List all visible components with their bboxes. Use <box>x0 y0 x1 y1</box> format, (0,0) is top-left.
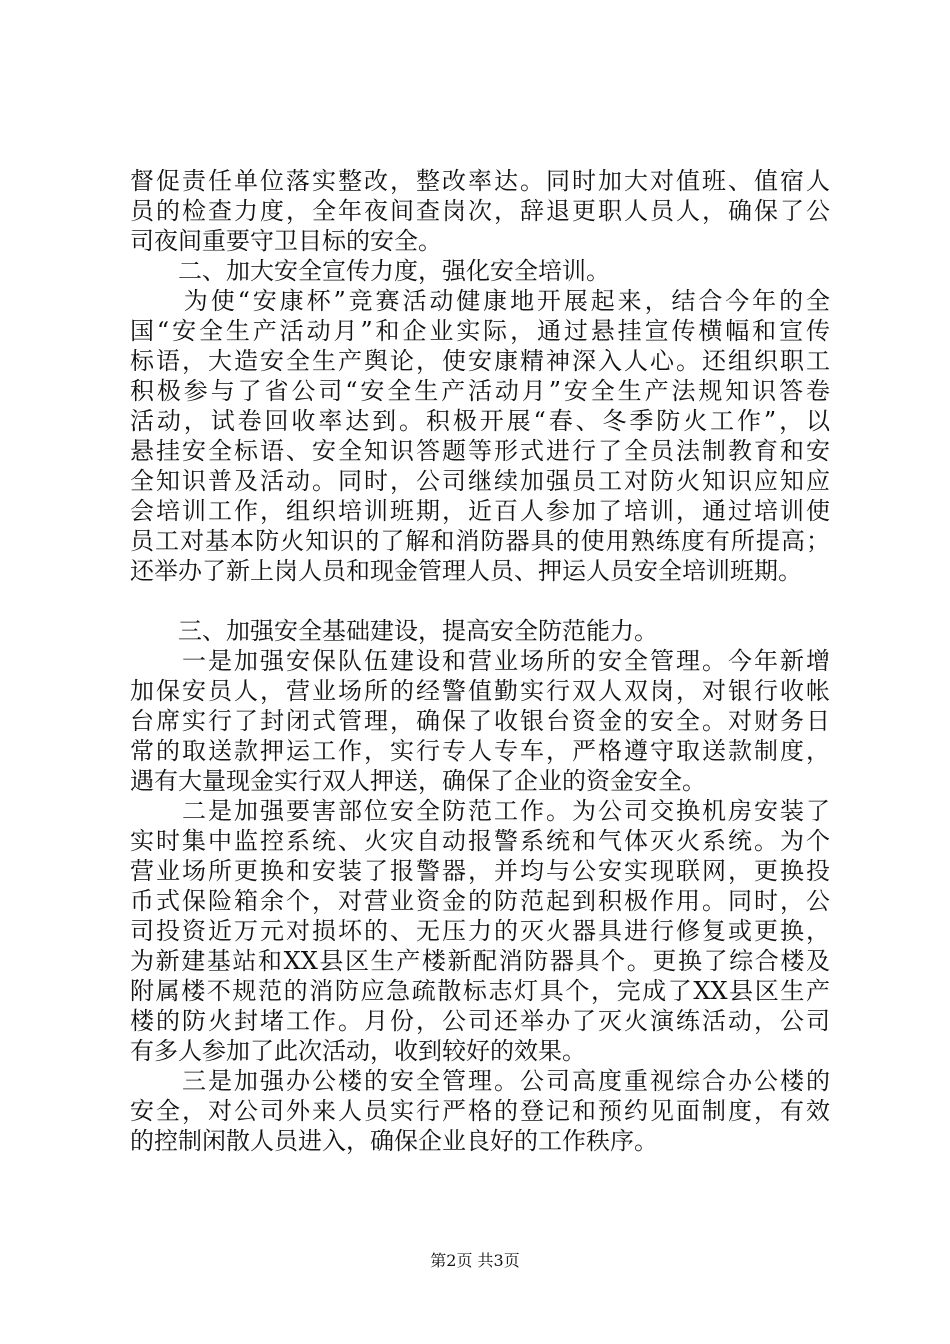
text-line: 遇有大量现金实行双人押送，确保了企业的资金安全。 <box>130 767 706 795</box>
text-line: 员工对基本防火知识的了解和消防器具的使用熟练度有所提高； <box>130 527 830 555</box>
text-line: 三、加强安全基础建设，提高安全防范能力。 <box>130 617 658 645</box>
text-line: 为使“安康杯”竞赛活动健康地开展起来，结合今年的全 <box>130 287 830 315</box>
text-line: 一是加强安保队伍建设和营业场所的安全管理。今年新增 <box>130 647 830 675</box>
text-line: 司夜间重要守卫目标的安全。 <box>130 227 442 255</box>
text-line: 实时集中监控系统、火灾自动报警系统和气体灭火系统。为个 <box>130 827 830 855</box>
document-body <box>130 166 830 1156</box>
text-line: 督促责任单位落实整改，整改率达。同时加大对值班、值宿人 <box>130 167 830 195</box>
text-line: 会培训工作，组织培训班期，近百人参加了培训，通过培训使 <box>130 497 830 525</box>
text-line: 三是加强办公楼的安全管理。公司高度重视综合办公楼的 <box>130 1067 830 1095</box>
text-line: 楼的防火封堵工作。月份，公司还举办了灭火演练活动，公司 <box>130 1007 830 1035</box>
text-line: 还举办了新上岗人员和现金管理人员、押运人员安全培训班期。 <box>130 557 802 585</box>
text-line: 二是加强要害部位安全防范工作。为公司交换机房安装了 <box>130 797 830 825</box>
text-line: 标语，大造安全生产舆论，使安康精神深入人心。还组织职工 <box>130 347 830 375</box>
text-line: 为新建基站和XX县区生产楼新配消防器具个。更换了综合楼及 <box>130 947 830 975</box>
text-line: 营业场所更换和安装了报警器，并均与公安实现联网，更换投 <box>130 857 830 885</box>
page-footer: 第2页 共3页 <box>430 1251 520 1270</box>
text-line: 全知识普及活动。同时，公司继续加强员工对防火知识应知应 <box>130 467 830 495</box>
text-line: 台席实行了封闭式管理，确保了收银台资金的安全。对财务日 <box>130 707 830 735</box>
paragraph-spacer <box>130 586 830 616</box>
text-line: 司投资近万元对损坏的、无压力的灭火器具进行修复或更换， <box>130 917 830 945</box>
text-line: 国“安全生产活动月”和企业实际，通过悬挂宣传横幅和宣传 <box>130 317 830 345</box>
text-line: 悬挂安全标语、安全知识答题等形式进行了全员法制教育和安 <box>130 437 830 465</box>
text-line: 员的检查力度，全年夜间查岗次，辞退更职人员人，确保了公 <box>130 197 830 225</box>
text-line: 活动，试卷回收率达到。积极开展“春、冬季防火工作”，以 <box>130 407 830 435</box>
text-line: 有多人参加了此次活动，收到较好的效果。 <box>130 1037 586 1065</box>
text-line: 币式保险箱余个，对营业资金的防范起到积极作用。同时，公 <box>130 887 830 915</box>
text-line: 的控制闲散人员进入，确保企业良好的工作秩序。 <box>130 1127 658 1155</box>
text-line: 加保安员人，营业场所的经警值勤实行双人双岗，对银行收帐 <box>130 677 830 705</box>
text-line: 积极参与了省公司“安全生产活动月”安全生产法规知识答卷 <box>130 377 830 405</box>
text-line: 二、加大安全宣传力度，强化安全培训。 <box>130 257 610 285</box>
text-line: 常的取送款押运工作，实行专人专车，严格遵守取送款制度， <box>130 737 830 765</box>
text-line: 附属楼不规范的消防应急疏散标志灯具个，完成了XX县区生产 <box>130 977 830 1005</box>
text-line: 安全，对公司外来人员实行严格的登记和预约见面制度，有效 <box>130 1097 830 1125</box>
